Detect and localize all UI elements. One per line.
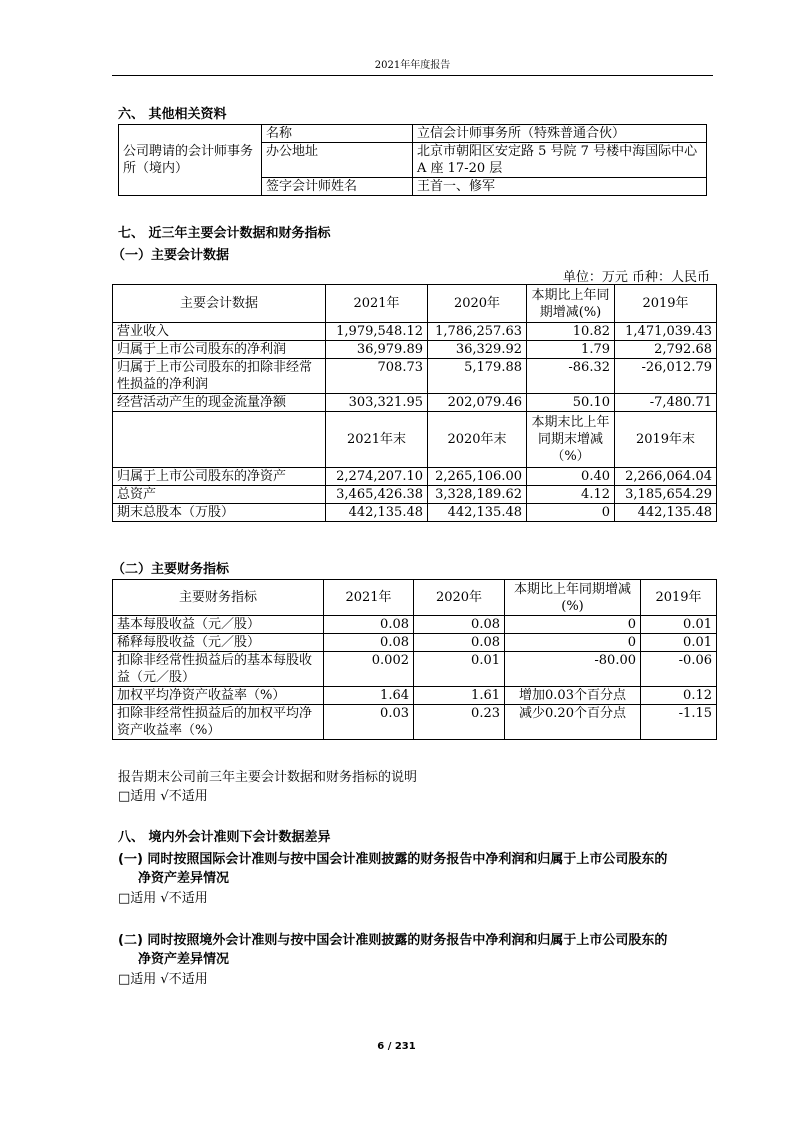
auditor-table	[118, 124, 707, 196]
cell: 3,465,426.38	[326, 486, 428, 504]
cell: -80.00	[505, 652, 641, 687]
cell: 0	[505, 634, 641, 652]
cell: 36,979.89	[326, 341, 428, 359]
auditor-value: 王首一、修军	[413, 178, 707, 196]
cell: -0.06	[641, 652, 717, 687]
cell: 202,079.46	[428, 394, 527, 412]
cell: 0.01	[641, 634, 717, 652]
main-accounting-table	[112, 284, 717, 522]
row-label: 经营活动产生的现金流量净额	[113, 394, 326, 412]
col-header: 2021年末	[326, 412, 428, 468]
row-label: 扣除非经常性损益后的加权平均净资产收益率（%）	[113, 705, 324, 740]
auditor-key: 办公地址	[262, 143, 413, 178]
page-number: 6 / 231	[377, 1041, 416, 1052]
table-row	[113, 652, 717, 687]
table-header-row	[113, 285, 717, 323]
cell: -86.32	[527, 359, 615, 394]
cell: 303,321.95	[326, 394, 428, 412]
cell: 50.10	[527, 394, 615, 412]
page-header: 2021年年度报告	[374, 60, 451, 71]
cell: 1.79	[527, 341, 615, 359]
cell: 0.40	[527, 468, 615, 486]
financial-indicator-table	[112, 579, 717, 740]
col-header: 本期比上年同期增减(%)	[505, 580, 641, 616]
row-label: 归属于上市公司股东的扣除非经常性损益的净利润	[113, 359, 326, 394]
col-header: 2019年	[641, 580, 717, 616]
table-row	[113, 468, 717, 486]
row-label: 总资产	[113, 486, 326, 504]
cell: 442,135.48	[615, 504, 717, 522]
table-row	[113, 616, 717, 634]
sub1-line1: (一) 同时按照国际会计准则与按中国会计准则披露的财务报告中净利润和归属于上市公司股东的	[118, 852, 668, 867]
cell: 1,471,039.43	[615, 323, 717, 341]
applicable-checkbox: □适用 √不适用	[118, 891, 208, 906]
applicable-checkbox: □适用 √不适用	[118, 972, 208, 987]
col-header: 2019年	[615, 285, 717, 323]
col-header: 2020年末	[428, 412, 527, 468]
row-label: 期末总股本（万股）	[113, 504, 326, 522]
cell: 0	[505, 616, 641, 634]
auditor-value: 北京市朝阳区安定路 5 号院 7 号楼中海国际中心 A 座 17-20 层	[413, 143, 707, 178]
auditor-value: 立信会计师事务所（特殊普通合伙）	[413, 125, 707, 143]
cell: 3,328,189.62	[428, 486, 527, 504]
cell: 0.23	[414, 705, 505, 740]
col-header	[113, 412, 326, 468]
cell: 442,135.48	[428, 504, 527, 522]
section8-sub2	[118, 929, 718, 967]
table-row	[113, 323, 717, 341]
col-header: 本期比上年同期增减(%)	[527, 285, 615, 323]
table-row	[113, 634, 717, 652]
cell: 1,786,257.63	[428, 323, 527, 341]
table-row	[119, 125, 707, 143]
cell: 5,179.88	[428, 359, 527, 394]
col-header: 2020年	[428, 285, 527, 323]
cell: -1.15	[641, 705, 717, 740]
cell: 0.01	[641, 616, 717, 634]
table-header-row	[113, 412, 717, 468]
section7-sub2: （二）主要财务指标	[112, 562, 230, 577]
cell: 0.08	[324, 634, 414, 652]
table-row	[113, 341, 717, 359]
cell: 1.61	[414, 687, 505, 705]
section7-sub1: （一）主要会计数据	[112, 248, 230, 263]
cell: 增加0.03个百分点	[505, 687, 641, 705]
row-label: 基本每股收益（元／股）	[113, 616, 324, 634]
cell: 4.12	[527, 486, 615, 504]
row-label: 加权平均净资产收益率（%）	[113, 687, 324, 705]
cell: 0.03	[324, 705, 414, 740]
cell: 2,265,106.00	[428, 468, 527, 486]
cell: 0.01	[414, 652, 505, 687]
cell: -7,480.71	[615, 394, 717, 412]
table-row	[113, 687, 717, 705]
row-label: 营业收入	[113, 323, 326, 341]
cell: 2,274,207.10	[326, 468, 428, 486]
cell: 36,329.92	[428, 341, 527, 359]
section7-note: 报告期末公司前三年主要会计数据和财务指标的说明	[118, 770, 418, 785]
auditor-key: 签字会计师姓名	[262, 178, 413, 196]
section8-heading: 八、 境内外会计准则下会计数据差异	[118, 830, 331, 845]
table-row	[113, 705, 717, 740]
cell: 2,792.68	[615, 341, 717, 359]
table-header-row	[113, 580, 717, 616]
col-header: 2020年	[414, 580, 505, 616]
section8-sub1	[118, 848, 718, 886]
col-header: 主要会计数据	[113, 285, 326, 323]
auditor-key: 名称	[262, 125, 413, 143]
cell: 708.73	[326, 359, 428, 394]
row-label: 稀释每股收益（元／股）	[113, 634, 324, 652]
col-header: 2021年	[326, 285, 428, 323]
row-label: 归属于上市公司股东的净利润	[113, 341, 326, 359]
cell: 0.08	[324, 616, 414, 634]
row-label: 扣除非经常性损益后的基本每股收益（元／股）	[113, 652, 324, 687]
col-header: 2019年末	[615, 412, 717, 468]
cell: 1,979,548.12	[326, 323, 428, 341]
cell: -26,012.79	[615, 359, 717, 394]
col-header: 2021年	[324, 580, 414, 616]
sub2-line2: 净资产差异情况	[138, 952, 230, 967]
header-divider	[112, 75, 713, 76]
unit-label: 单位：万元 币种：人民币	[562, 270, 710, 285]
table-row	[113, 394, 717, 412]
table-row	[113, 504, 717, 522]
table-row	[113, 359, 717, 394]
cell: 减少0.20个百分点	[505, 705, 641, 740]
section6-heading: 六、 其他相关资料	[118, 107, 227, 122]
cell: 0.08	[414, 616, 505, 634]
sub2-line1: (二) 同时按照境外会计准则与按中国会计准则披露的财务报告中净利润和归属于上市公司股东的	[118, 933, 668, 948]
cell: 0.002	[324, 652, 414, 687]
table-row	[113, 486, 717, 504]
cell: 10.82	[527, 323, 615, 341]
cell: 2,266,064.04	[615, 468, 717, 486]
cell: 442,135.48	[326, 504, 428, 522]
cell: 0.12	[641, 687, 717, 705]
col-header: 主要财务指标	[113, 580, 324, 616]
cell: 3,185,654.29	[615, 486, 717, 504]
applicable-checkbox: □适用 √不适用	[118, 789, 208, 804]
cell: 1.64	[324, 687, 414, 705]
row-label: 归属于上市公司股东的净资产	[113, 468, 326, 486]
cell: 0	[527, 504, 615, 522]
col-header: 本期末比上年同期末增减（%）	[527, 412, 615, 468]
auditor-label: 公司聘请的会计师事务所（境内）	[119, 125, 262, 196]
section7-heading: 七、 近三年主要会计数据和财务指标	[118, 226, 331, 241]
cell: 0.08	[414, 634, 505, 652]
sub1-line2: 净资产差异情况	[138, 871, 230, 886]
